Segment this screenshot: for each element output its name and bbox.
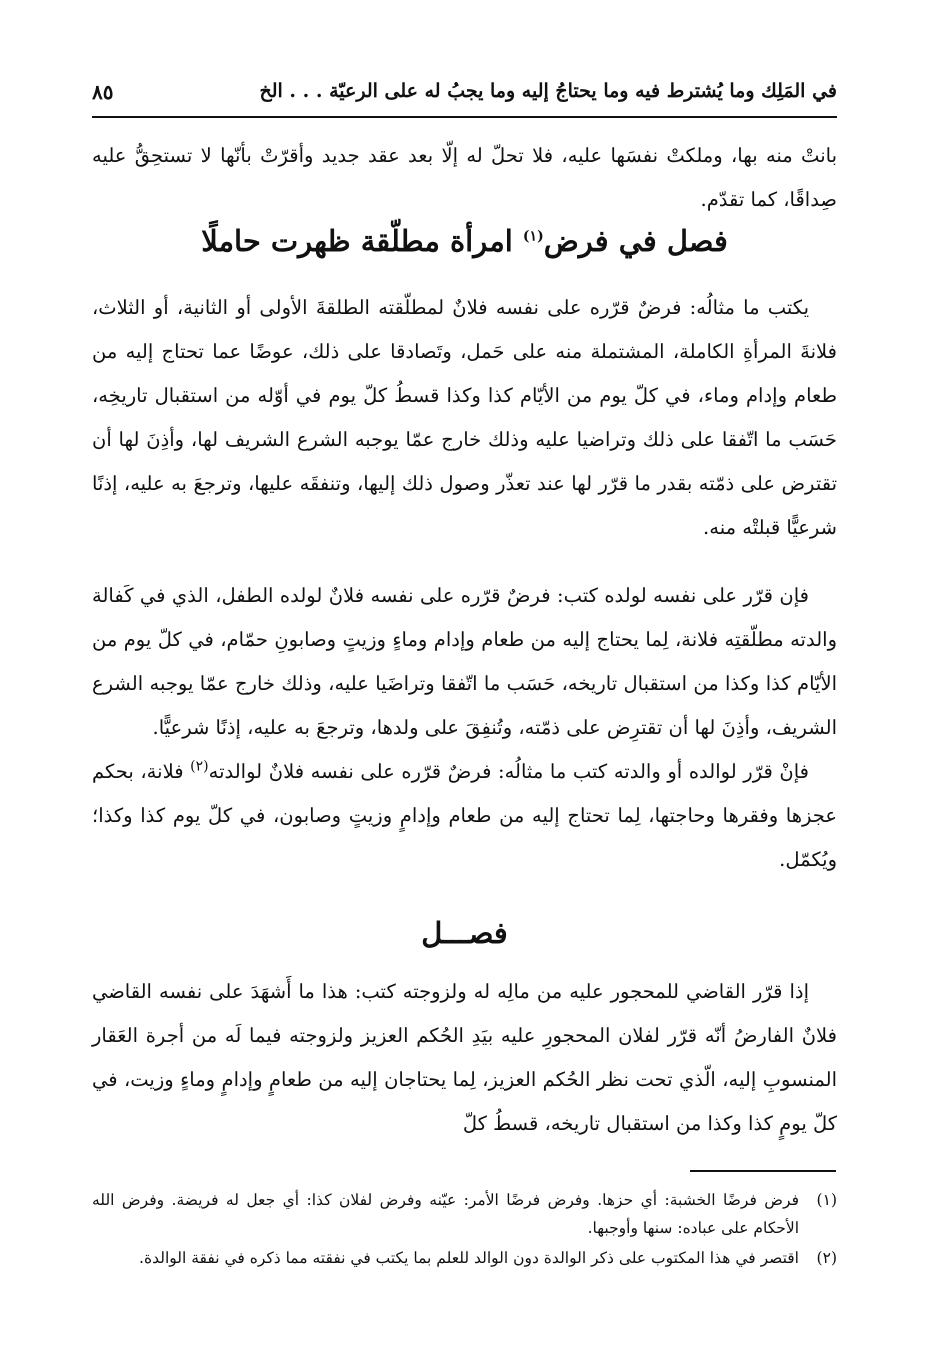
section-heading-1-prefix: فصل في فرض	[543, 224, 728, 258]
section-1-block-a	[92, 286, 837, 550]
header-rule	[92, 116, 837, 118]
running-header	[92, 78, 837, 114]
section-heading-1	[92, 224, 837, 258]
running-title: في المَلِك وما يُشترط فيه وما يحتاجُ إليه وما يجبُ له على الرعيّة . . . الخ	[259, 80, 837, 102]
paragraph	[92, 750, 837, 882]
continuation-block	[92, 134, 837, 222]
section-heading-2: فصـــل	[421, 916, 508, 950]
footnote-rule	[690, 1170, 836, 1172]
paragraph: يكتب ما مثالُه: فرضٌ قرّره على نفسه فلانٌ لمطلّقته الطلقةَ الأولى أو الثانية، أو الثلاث، فلانةَ المرأةِ الكاملة، المشتملة منه على حَمل، وتَصادقا على ذلك، عوضًا عما تحتاج إليه من طعام وإدام وماء، في كلّ يوم من الأيّام كذا وكذا قسطُ كلّ يوم في أوّله من استقبال تاريخِه، حَسَب ما اتّفقا على ذلك وتراضيا عليه وذلك خارج عمّا يوجبه الشرع الشريف لها، وأذِنَ لها أن تقترض على ذمّته بقدر ما قرّر لها عند تعذّر وصول ذلك إليها، وتنفقَه عليها، وترجعَ به عليه، إذنًا شرعيًّا قبلتْه منه.	[92, 296, 837, 539]
section-1-block-b	[92, 574, 837, 882]
section-heading-1-suffix: امرأة مطلّقة ظهرت حاملًا	[201, 224, 523, 258]
footnotes	[92, 1186, 837, 1274]
section-2-block	[92, 970, 837, 1146]
footnote	[92, 1244, 837, 1272]
footnote-text: اقتصر في هذا المكتوب على ذكر الوالدة دون الوالد للعلم بما يكتب في نفقته مما ذكره في نفقة الوالدة.	[139, 1249, 799, 1267]
footnote-text: فرض فرضًا الخشبة: أي حزها. وفرض فرضًا الأمر: عيّنه وفرض لفلان كذا: أي جعل له فريضة. وفرض الله الأحكام على عباده: سنها وأوجبها.	[92, 1191, 799, 1237]
continuation-paragraph: بانتْ منه بها، وملكتْ نفسَها عليه، فلا تحلّ له إلّا بعد عقد جديد وأقرّتْ بأنّها لا تستحِقُّ عليه صِداقًا، كما تقدّم.	[92, 144, 837, 211]
paragraph: إذا قرّر القاضي للمحجور عليه من مالِه له ولزوجته كتب: هذا ما أَشهَدَ على نفسه القاضي فلانٌ الفارضُ أنّه قرّر لفلان المحجورِ عليه بيَدِ الحُكم العزيز ولزوجته فيما لَه من أجرة العَقار المنسوبِ إليه، الّذي تحت نظر الحُكم العزيز، لِما يحتاجان إليه من طعامٍ وإدامٍ وماءٍ وزيت، في كلّ يومٍ كذا وكذا من استقبال تاريخه، قسطُ كلّ	[92, 980, 837, 1135]
footnote-ref-1: (١)	[522, 228, 544, 245]
paragraph-text: فإنْ قرّر لوالده أو والدته كتب ما مثالُه: فرضٌ قرّره على نفسه فلانٌ لوالدته	[208, 760, 809, 783]
footnote	[92, 1186, 837, 1242]
footnote-ref-2: (٢)	[190, 758, 209, 775]
footnote-number: (٢)	[816, 1249, 837, 1267]
page-number: ٨٥	[92, 80, 114, 104]
paragraph: فإن قرّر على نفسه لولده كتب: فرضٌ قرّره على نفسه فلانٌ لولده الطفل، الذي في كَفالة والدته مطلّقتِه فلانة، لِما يحتاج إليه من طعام وإدام وماءٍ وزيتٍ وصابونِ حمّام، في كلّ يوم من الأيّام كذا وكذا من استقبال تاريخه، حَسَب ما اتّفقا وتراضَيا عليه، وذلك خارج عمّا يوجبه الشرع الشريف، وأذِنَ لها أن تقترِض على ذمّته، وتُنفِقَ على ولدها، وترجعَ به عليه، إذنًا شرعيًّا.	[92, 584, 837, 739]
paragraph-text: فلانة، بحكم عجزها وفقرها وحاجتها، لِما تحتاج إليه من طعام وإدامٍ وزيتٍ وصابون، في كلّ يوم كذا وكذا؛ ويُكمّل.	[92, 760, 837, 871]
footnote-number: (١)	[816, 1191, 837, 1209]
